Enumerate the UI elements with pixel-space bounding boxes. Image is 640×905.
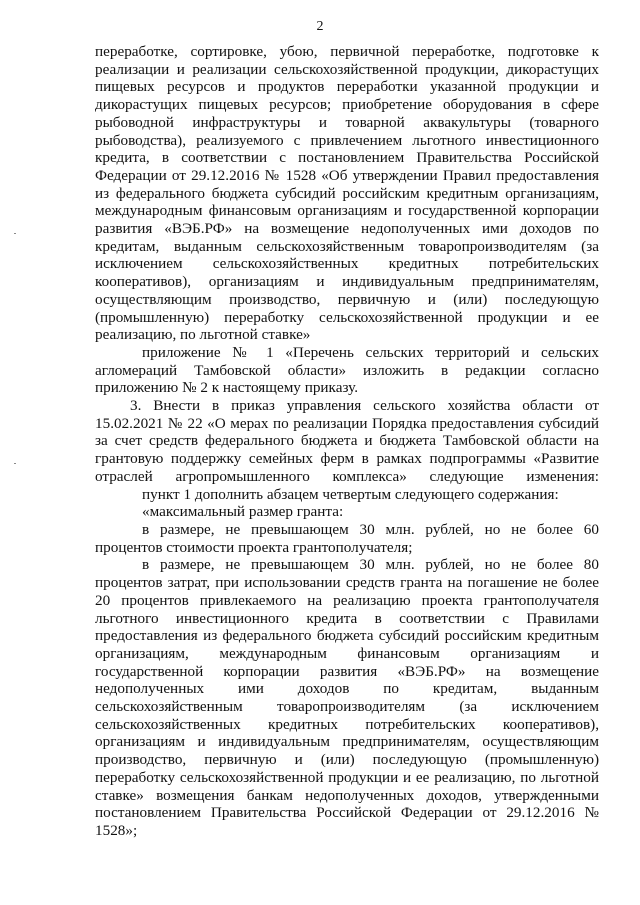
continuation-paragraph: переработке, сортировке, убою, первичной переработке, подготовке к реализации и реализации сельскохозяйственной продукции, дикорастущих пищевых ресурсов и продуктов переработки указанной продукции и дикорастущих пищевых ресурсов; приобретение оборудования в сфере рыбоводной инфраструктуры и товарной аквакультуры (товарного рыбоводства), реализуемого с привлечением льготного инвестиционного кредита, в соответствии с постановлением Правительства Российской Федерации от 29.12.2016 № 1528 «Об утверждении Правил предоставления из федерального бюджета субсидий российским кредитным организациям, международным финансовым организациям и государственной корпорации развития «ВЭБ.РФ» на возмещение недополученных ими доходов по кредитам, выданным сельскохозяйственным товаропроизводителям (за исключением сельскохозяйственных кредитных потребительских кооперативов), организациям и индивидуальным предпринимателям, осуществляющим производство, первичную и (или) последующую (промышленную) переработку сельскохозяйственной продукции и ее реализацию, по льготной ставке» bbox=[95, 43, 599, 344]
item-3-paragraph: 3. Внести в приказ управления сельского хозяйства области от 15.02.2021 № 22 «О мерах по реализации Порядка предоставления субсидий за счет средств федерального бюджета и бюджета Тамбовской области на грантовую поддержку семейных ферм в рамках подпрограммы «Развитие отраслей агропромышленного комплекса» следующие изменения: bbox=[95, 397, 599, 485]
grant-max-paragraph: «максимальный размер гранта: bbox=[142, 503, 344, 521]
document-body bbox=[95, 43, 599, 840]
appendix-paragraph: приложение № 1 «Перечень сельских территорий и сельских агломераций Тамбовской области» изложить в редакции согласно приложению № 2 к настоящему приказу. bbox=[95, 343, 599, 397]
scan-margin-mark bbox=[14, 233, 16, 234]
scan-margin-mark bbox=[14, 463, 16, 464]
page-number: 2 bbox=[316, 19, 324, 34]
point-1-paragraph: пункт 1 дополнить абзацем четвертым следующего содержания: bbox=[142, 485, 559, 503]
grant-80-percent-paragraph: в размере, не превышающем 30 млн. рублей, но не более 80 процентов затрат, при использовании средств гранта на погашение не более 20 процентов привлекаемого на реализацию проекта грантополучателя льготного инвестиционного кредита в соответствии с Правилами предоставления из федерального бюджета субсидий российским кредитным организациям, международным финансовым организациям и государственной корпорации развития «ВЭБ.РФ» на возмещение недополученных ими доходов по кредитам, выданным сельскохозяйственным товаропроизводителям (за исключением сельскохозяйственных кредитных потребительских кооперативов), организациям и индивидуальным предпринимателям, осуществляющим производство, первичную и (или) последующую (промышленную) переработку сельскохозяйственной продукции и ее реализацию, по льготной ставке» возмещения банкам недополученных доходов, утвержденными постановлением Правительства Российской Федерации от 29.12.2016 № 1528»; bbox=[95, 556, 599, 839]
grant-60-percent-paragraph: в размере, не превышающем 30 млн. рублей, но не более 60 процентов стоимости проекта грантополучателя; bbox=[95, 520, 599, 556]
